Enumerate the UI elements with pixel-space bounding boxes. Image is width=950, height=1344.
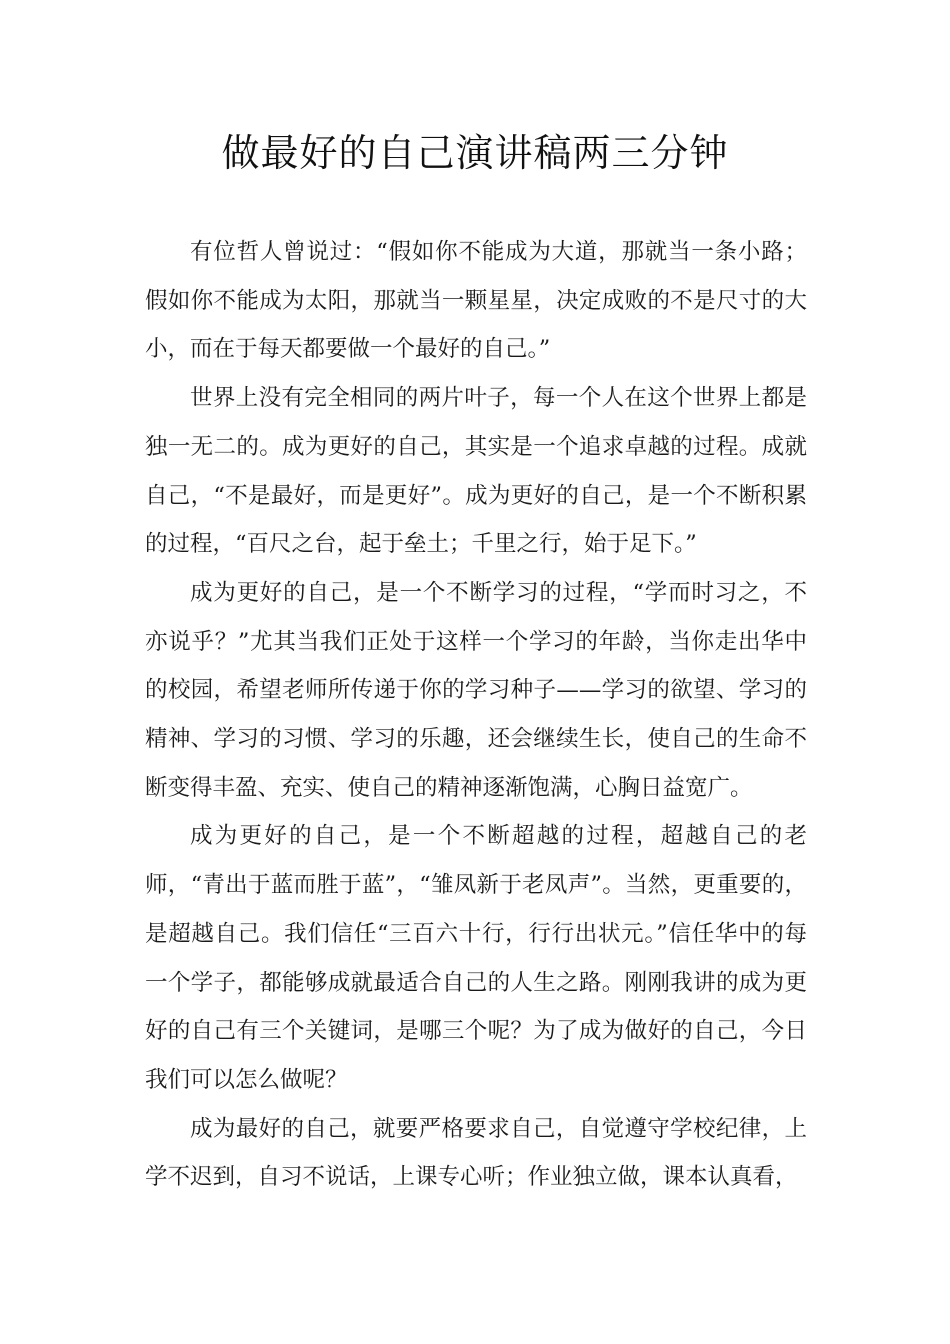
paragraph: 成为最好的自己，就要严格要求自己，自觉遵守学校纪律，上学不迟到，自习不说话，上课专心听；作业独立做，课本认真看， <box>145 1115 807 1191</box>
paragraph: 成为更好的自己，是一个不断学习的过程，“学而时习之，不亦说乎？”尤其当我们正处于这样一个学习的年龄，当你走出华中的校园，希望老师所传递于你的学习种子——学习的欲望、学习的精神、学习的习惯、学习的乐趣，还会继续生长，使自己的生命不断变得丰盈、充实、使自己的精神逐渐饱满，心胸日益宽广。 <box>145 579 807 801</box>
document-body <box>145 228 807 1202</box>
document-title: 做最好的自己演讲稿两三分钟 <box>221 131 729 175</box>
paragraph: 世界上没有完全相同的两片叶子，每一个人在这个世界上都是独一无二的。成为更好的自己，其实是一个追求卓越的过程。成就自己，“不是最好，而是更好”。成为更好的自己，是一个不断积累的过程，“百尺之台，起于垒土；千里之行，始于足下。” <box>145 385 807 558</box>
paragraph: 成为更好的自己，是一个不断超越的过程，超越自己的老师，“青出于蓝而胜于蓝”，“雏凤新于老凤声”。当然，更重要的，是超越自己。我们信任“三百六十行，行行出状元。”信任华中的每一个学子，都能够成就最适合自己的人生之路。刚刚我讲的成为更好的自己有三个关键词，是哪三个呢？为了成为做好的自己，今日我们可以怎么做呢？ <box>145 823 807 1093</box>
paragraph: 有位哲人曾说过：“假如你不能成为大道，那就当一条小路；假如你不能成为太阳，那就当一颗星星，决定成败的不是尺寸的大小，而在于每天都要做一个最好的自己。” <box>145 239 807 363</box>
